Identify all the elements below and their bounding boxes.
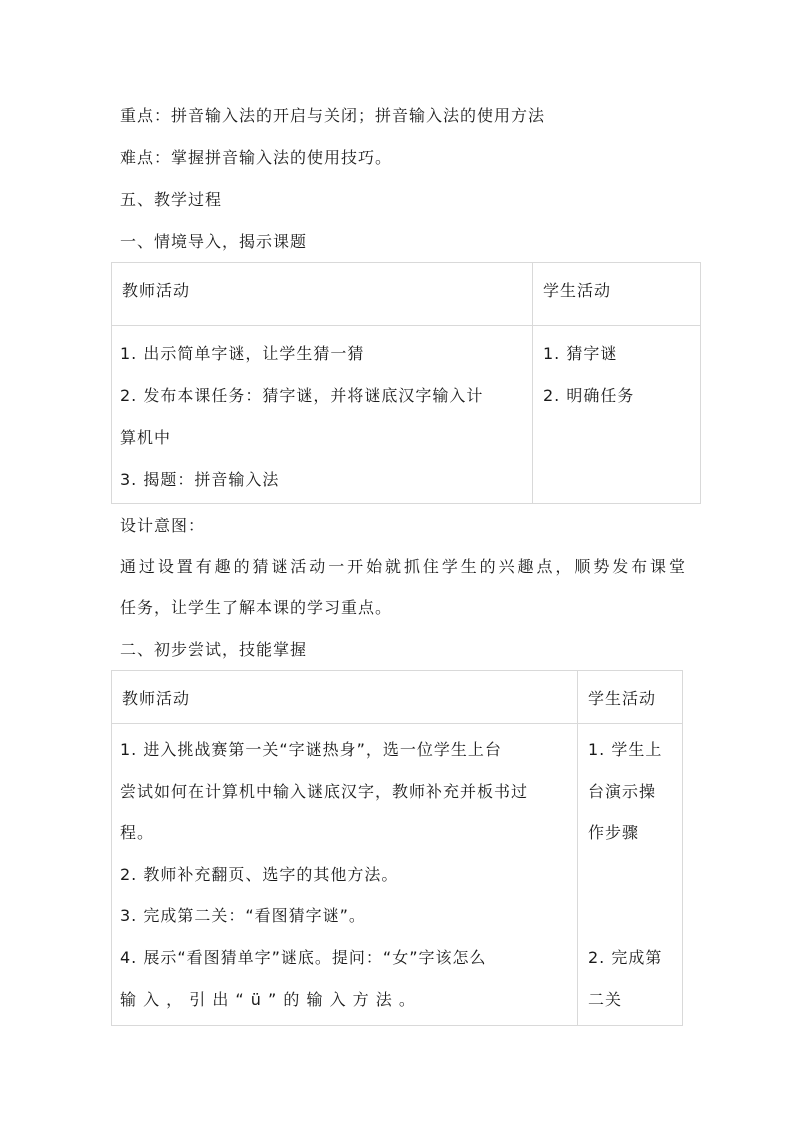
teacher-activity-header: 教师活动 bbox=[112, 263, 533, 326]
list-item: 3. 揭题：拼音输入法 bbox=[120, 470, 280, 489]
list-item: 台演示操 bbox=[588, 782, 657, 801]
list-item: 2. 发布本课任务：猜字谜，并将谜底汉字输入计 bbox=[120, 386, 484, 405]
list-item: 尝试如何在计算机中输入谜底汉字，教师补充并板书过 bbox=[120, 782, 529, 801]
part2-title: 二、初步尝试，技能掌握 bbox=[120, 640, 308, 659]
list-item: 3. 完成第二关：“看图猜字谜”。 bbox=[120, 906, 366, 925]
teacher-activity-header: 教师活动 bbox=[112, 671, 578, 724]
key-points: 重点：拼音输入法的开启与关闭；拼音输入法的使用方法 bbox=[120, 106, 546, 125]
list-item: 2. 完成第 bbox=[588, 948, 663, 967]
table-header-row bbox=[112, 263, 701, 326]
table-row bbox=[112, 326, 701, 504]
list-item: 2. 教师补充翻页、选字的其他方法。 bbox=[120, 865, 399, 884]
teacher-activity-cell bbox=[112, 326, 533, 504]
part1-activity-table bbox=[111, 262, 701, 504]
list-item: 1. 进入挑战赛第一关“字谜热身”，选一位学生上台 bbox=[120, 740, 502, 759]
design-intent-line-2: 任务，让学生了解本课的学习重点。 bbox=[120, 598, 393, 617]
table-row bbox=[112, 724, 683, 1026]
list-item: 1. 出示简单字谜，让学生猜一猜 bbox=[120, 344, 365, 363]
student-activity-cell bbox=[578, 724, 683, 1026]
list-item: 算机中 bbox=[120, 428, 172, 447]
list-item: 1. 猜字谜 bbox=[543, 344, 618, 363]
design-intent-label: 设计意图： bbox=[120, 516, 206, 535]
student-activity-cell bbox=[533, 326, 701, 504]
list-item: 输 入 ， 引 出 “ ü ” 的 输 入 方 法 。 bbox=[120, 990, 416, 1009]
design-intent-line-1: 通过设置有趣的猜谜活动一开始就抓住学生的兴趣点，顺势发布课堂 bbox=[120, 557, 686, 576]
part1-title: 一、情境导入，揭示课题 bbox=[120, 232, 308, 251]
list-item: 4. 展示“看图猜单字”谜底。提问：“女”字该怎么 bbox=[120, 948, 487, 967]
teacher-activity-cell bbox=[112, 724, 578, 1026]
list-item: 2. 明确任务 bbox=[543, 386, 635, 405]
list-item: 二关 bbox=[588, 990, 623, 1009]
student-activity-header: 学生活动 bbox=[533, 263, 701, 326]
list-item: 作步骤 bbox=[588, 823, 640, 842]
part2-activity-table bbox=[111, 670, 683, 1026]
section-heading-teaching-process: 五、教学过程 bbox=[120, 190, 223, 209]
list-item: 程。 bbox=[120, 823, 155, 842]
difficult-points: 难点：掌握拼音输入法的使用技巧。 bbox=[120, 148, 393, 167]
student-activity-header: 学生活动 bbox=[578, 671, 683, 724]
table-header-row bbox=[112, 671, 683, 724]
list-item: 1. 学生上 bbox=[588, 740, 663, 759]
